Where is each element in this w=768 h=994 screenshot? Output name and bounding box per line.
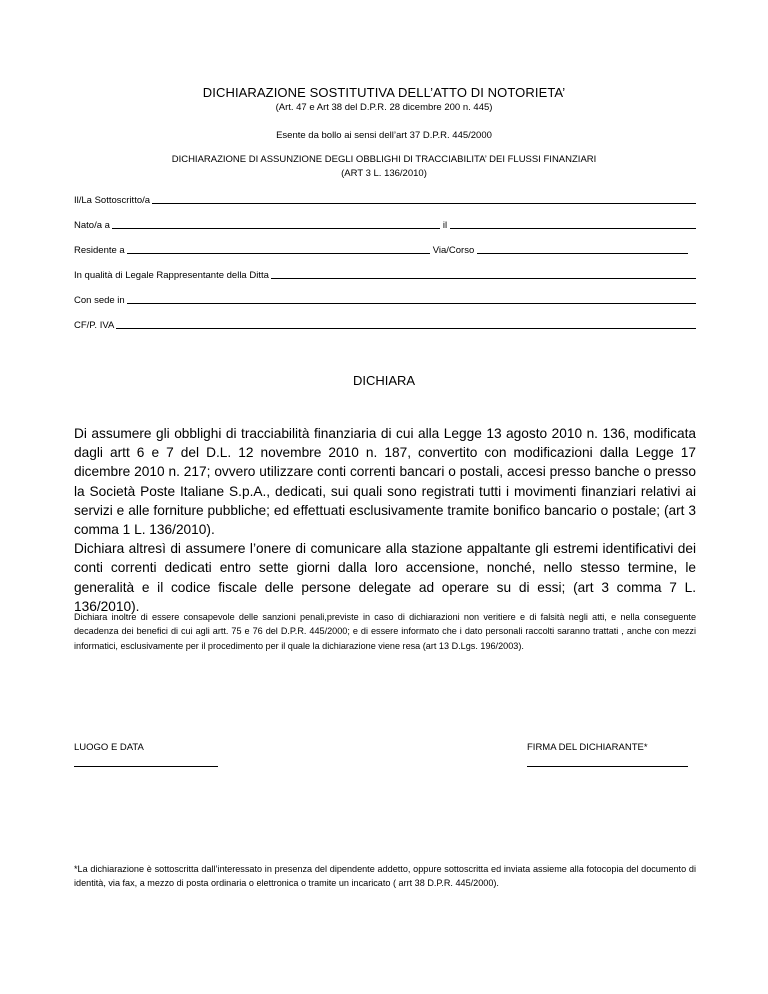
headquarters-line[interactable]	[127, 293, 696, 304]
declaration-paragraph-1: Di assumere gli obblighi di tracciabilità finanziaria di cui alla Legge 13 agosto 2010 n. 136, modificata dagli artt 6 e 7 del D.L. 12 novembre 2010 n. 187, convertito con modificazioni dalla Legge 17 dicembre 2010 n. 217; ovvero utilizzare conti correnti bancari o postali, accesi presso banche o presso la Società Poste Italiane S.p.A., dedicati, sui quali sono registrati tutti i movimenti finanziari relativi ai servizi e alle forniture pubbliche; ed effettuati esclusivamente tramite bonifico bancario o postale; (art 3 comma 1 L. 136/2010).	[74, 426, 696, 538]
birth-field-row	[74, 217, 696, 231]
place-date-line[interactable]	[74, 766, 218, 767]
street-label: Via/Corso	[432, 245, 475, 256]
awareness-note: Dichiara inoltre di essere consapevole delle sanzioni penali,previste in caso di dichiarazioni non veritiere e di falsità negli atti, e nella conseguente decadenza dei benefici di cui agli artt. 75 e 76 del D.P.R. 445/2000; e di essere informato che i dato personali raccolti saranno trattati , anche con mezzi informatici, esclusivamente per il procedimento per il quale la dichiarazione viene resa (art 13 D.Lgs. 196/2003).	[74, 612, 696, 651]
residence-line[interactable]	[127, 243, 430, 254]
birthplace-line[interactable]	[112, 218, 440, 229]
birthdate-label: il	[442, 220, 448, 231]
signatory-name-line[interactable]	[152, 193, 696, 204]
tax-code-label: CF/P. IVA	[74, 320, 115, 331]
document-title: DICHIARAZIONE SOSTITUTIVA DELL’ATTO DI NOTORIETA’	[202, 85, 566, 100]
company-line[interactable]	[271, 268, 696, 279]
company-field[interactable]	[74, 267, 696, 281]
street-line[interactable]	[477, 243, 688, 254]
stamp-exemption-note: Esente da bollo ai sensi dell’art 37 D.P.R. 445/2000	[276, 130, 492, 141]
legal-reference: (Art. 47 e Art 38 del D.P.R. 28 dicembre 200 n. 445)	[275, 102, 493, 113]
footnote: *La dichiarazione è sottoscritta dall’interessato in presenza del dipendente addetto, oppure sottoscritta ed inviata assieme alla fotocopia del documento di identità, via fax, a mezzo di posta ordinaria o elettronica o tramite un incaricato ( arrt 38 D.P.R. 445/2000).	[74, 864, 696, 889]
declaration-paragraph-2: Dichiara altresì di assumere l’onere di comunicare alla stazione appaltante gli estremi identificativi dei conti correnti dedicati entro sette giorni dalla loro accensione, nonché, nello stesso termine, le generalità e il codice fiscale delle persone delegate ad operare su di essi; (art 3 comma 7 L. 136/2010).	[74, 541, 696, 614]
place-date-label: LUOGO E DATA	[74, 742, 144, 753]
signatory-name-field[interactable]	[74, 192, 696, 206]
residence-field-row	[74, 242, 696, 256]
headquarters-field[interactable]	[74, 292, 696, 306]
signatory-name-label: Il/La Sottoscritto/a	[74, 195, 151, 206]
signature-label: FIRMA DEL DICHIARANTE*	[527, 742, 648, 753]
birthdate-line[interactable]	[450, 218, 696, 229]
headquarters-label: Con sede in	[74, 295, 125, 306]
tax-code-line[interactable]	[116, 318, 696, 329]
declaration-body	[74, 424, 696, 616]
tax-code-field[interactable]	[74, 317, 696, 331]
declaration-heading: DICHIARA	[352, 373, 416, 388]
document-subtitle-reference: (ART 3 L. 136/2010)	[341, 168, 427, 179]
company-label: In qualità di Legale Rappresentante della Ditta	[74, 270, 269, 281]
residence-label: Residente a	[74, 245, 125, 256]
birthplace-label: Nato/a a	[74, 220, 110, 231]
document-subtitle: DICHIARAZIONE DI ASSUNZIONE DEGLI OBBLIGHI DI TRACCIABILITA’ DEI FLUSSI FINANZIARI	[171, 154, 597, 165]
signature-line[interactable]	[527, 766, 688, 767]
